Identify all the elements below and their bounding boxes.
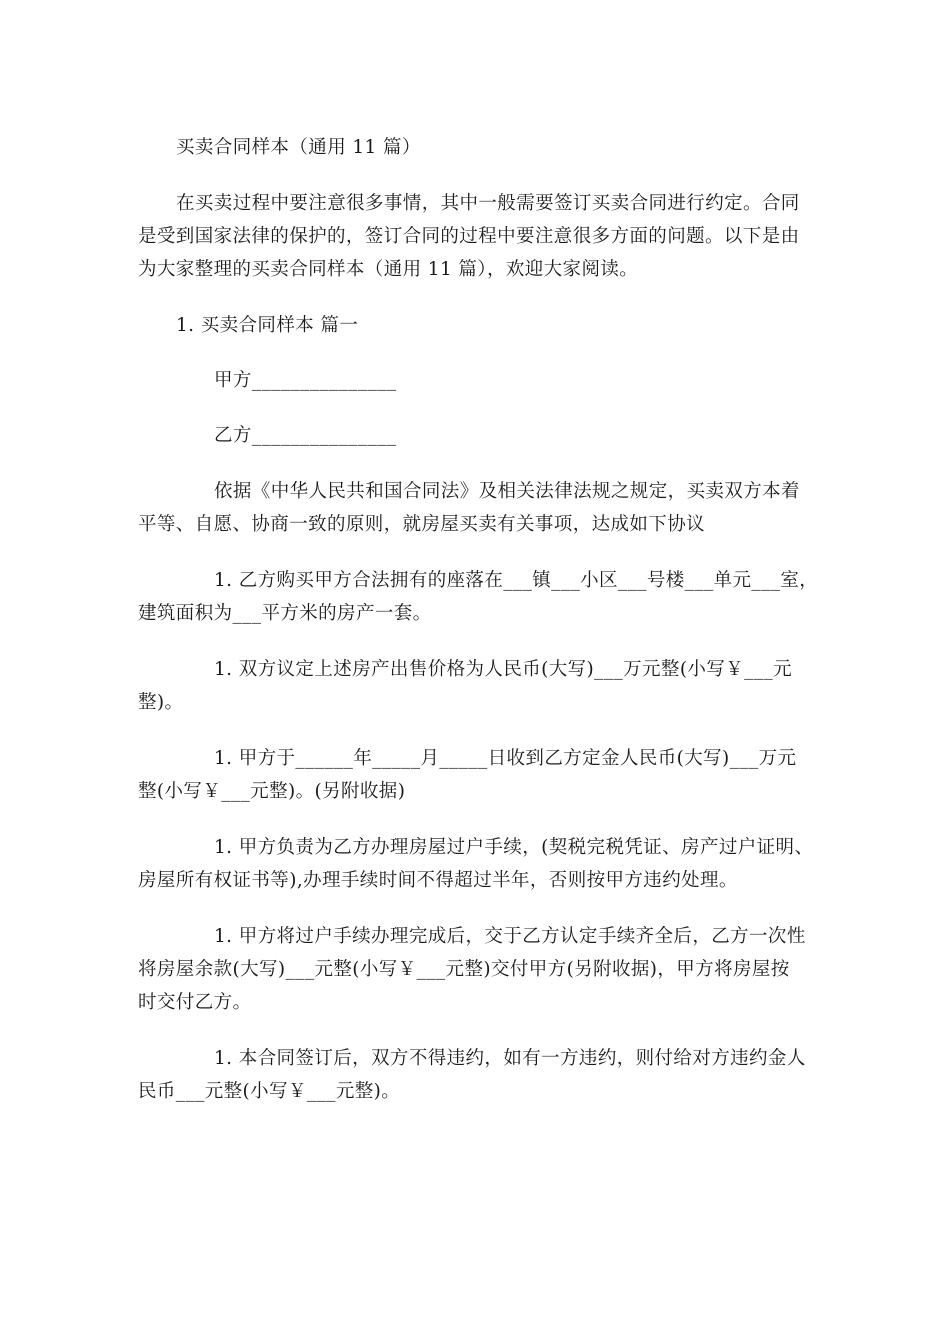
clause-line: 1. 甲方于______年_____月_____日收到乙方定金人民币(大写)___万元 [214, 748, 797, 769]
clause-line: 1. 本合同签订后，双方不得违约，如有一方违约，则付给对方违约金人 [214, 1048, 806, 1069]
clause-line: 1. 双方议定上述房产出售价格为人民币(大写)___万元整(小写￥___元 [214, 659, 792, 680]
section-heading: 1. 买卖合同样本 篇一 [176, 315, 359, 336]
clause-line: 民币___元整(小写￥___元整)。 [138, 1081, 401, 1102]
clause-line: 1. 甲方负责为乙方办理房屋过户手续，(契税完税凭证、房产过户证明、 [214, 837, 814, 858]
document-title: 买卖合同样本（通用 11 篇） [176, 137, 421, 158]
clause-line: 整)。 [138, 692, 184, 713]
intro-line: 在买卖过程中要注意很多事情，其中一般需要签订买卖合同进行约定。合同 [176, 193, 800, 214]
party-b-line: 乙方_______________ [214, 425, 397, 446]
clause-line: 整(小写￥___元整)。(另附收据) [138, 781, 406, 802]
preamble-line: 依据《中华人民共和国合同法》及相关法律法规之规定，买卖双方本着 [214, 481, 800, 502]
intro-line: 是受到国家法律的保护的，签订合同的过程中要注意很多方面的问题。以下是由 [138, 226, 800, 247]
clause-line: 1. 乙方购买甲方合法拥有的座落在___镇___小区___号楼___单元___室， [214, 570, 819, 591]
intro-line: 为大家整理的买卖合同样本（通用 11 篇），欢迎大家阅读。 [138, 259, 639, 280]
preamble-line: 平等、自愿、协商一致的原则，就房屋买卖有关事项，达成如下协议 [138, 514, 706, 535]
party-a-line: 甲方_______________ [214, 370, 397, 391]
clause-line: 将房屋余款(大写)___元整(小写￥___元整)交付甲方(另附收据)，甲方将房屋按 [138, 959, 790, 980]
clause-line: 1. 甲方将过户手续办理完成后，交于乙方认定手续齐全后，乙方一次性 [214, 926, 806, 947]
clause-line: 房屋所有权证书等),办理手续时间不得超过半年，否则按甲方违约处理。 [138, 870, 738, 891]
clause-line: 时交付乙方。 [138, 992, 252, 1013]
clause-line: 建筑面积为___平方米的房产一套。 [138, 603, 432, 624]
